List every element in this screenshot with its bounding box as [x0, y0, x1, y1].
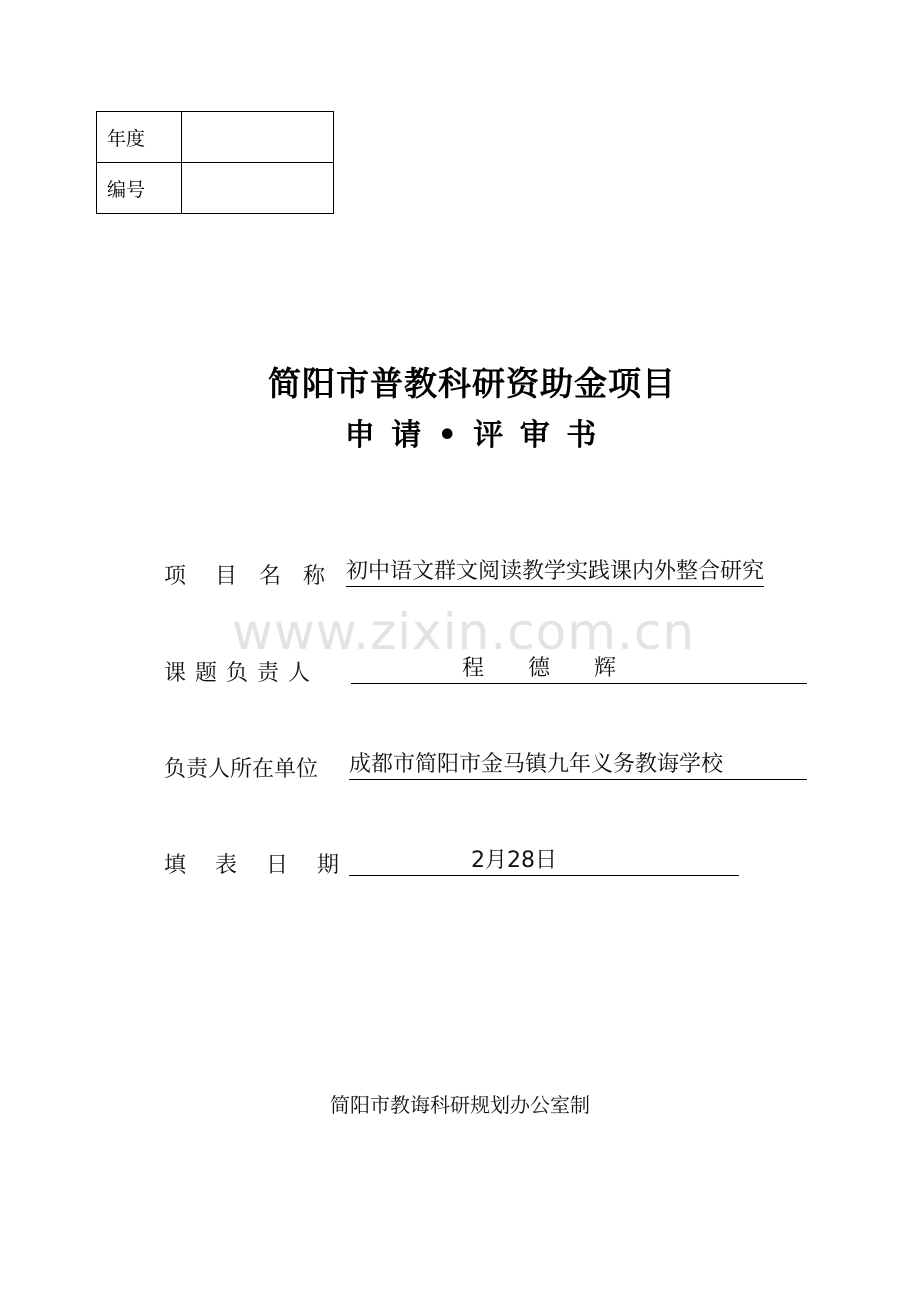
project-name-label: 项 目 名 称	[164, 564, 325, 589]
unit-value: 成都市简阳市金马镇九年义务教诲学校	[349, 751, 807, 780]
number-label: 编号	[97, 163, 182, 214]
project-name-value: 初中语文群文阅读教学实践课内外整合研究	[346, 558, 764, 587]
table-row	[97, 163, 334, 214]
date-label: 填 表 日 期	[164, 853, 339, 878]
year-value	[182, 112, 334, 163]
year-number-table	[96, 111, 334, 214]
date-value: 2月28日	[349, 847, 739, 876]
issuer-footer: 简阳市教诲科研规划办公室制	[330, 1093, 590, 1117]
watermark: www.zixin.com.cn	[232, 603, 696, 661]
year-label: 年度	[97, 112, 182, 163]
number-value	[182, 163, 334, 214]
leader-label: 课 题 负 责 人	[164, 661, 311, 686]
unit-label: 负责人所在单位	[164, 757, 319, 782]
leader-value: 程 德 辉	[351, 655, 807, 684]
table-row	[97, 112, 334, 163]
document-title: 简阳市普教科研资助金项目	[268, 364, 676, 403]
document-subtitle: 申 请 • 评 审 书	[344, 418, 600, 453]
